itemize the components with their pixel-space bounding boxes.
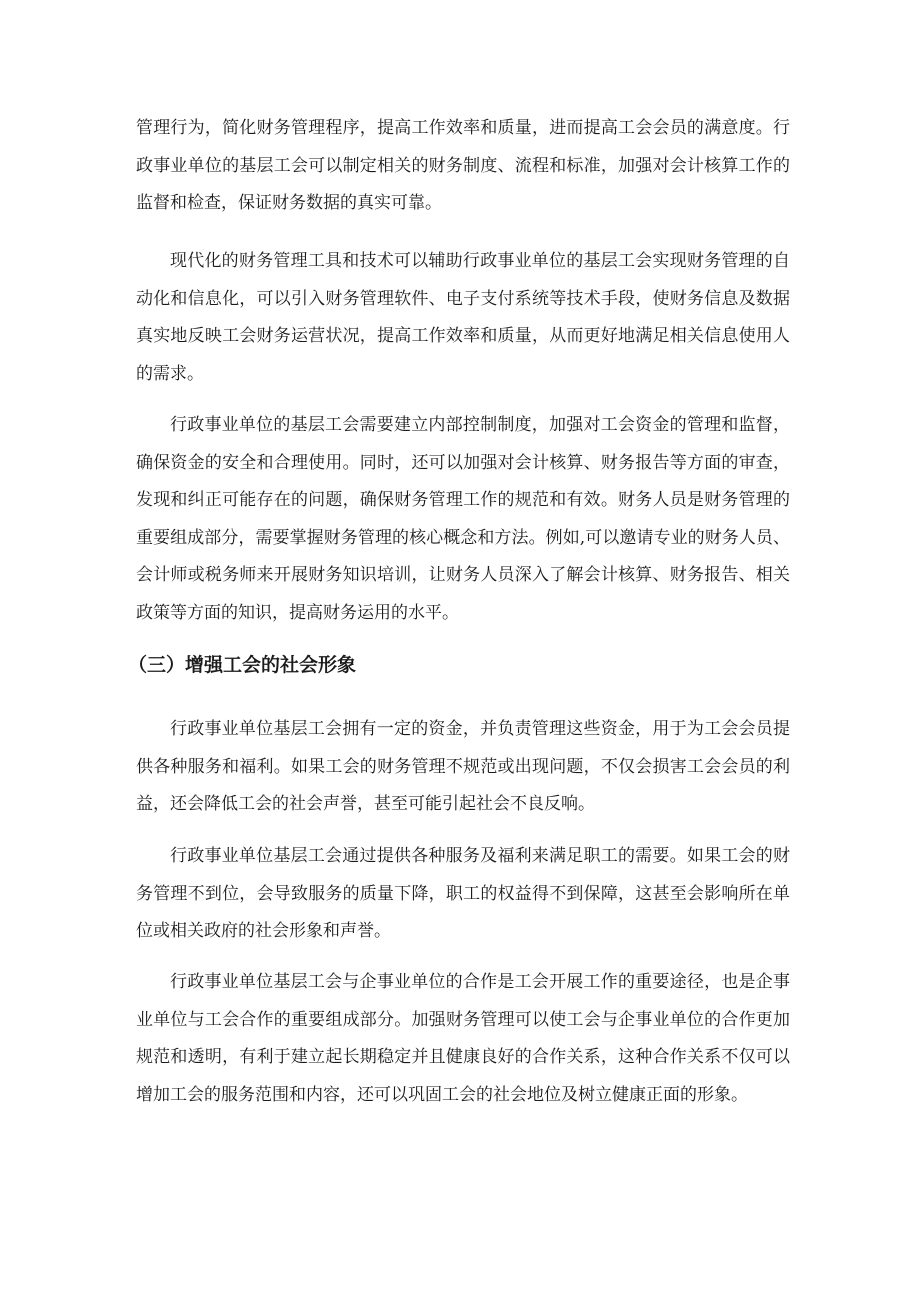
paragraph-internal-control: 行政事业单位的基层工会需要建立内部控制制度，加强对工会资金的管理和监督，确保资金的安全和合理使用。同时，还可以加强对会计核算、财务报告等方面的审查，发现和纠正可能存在的问题，确保财务管理工作的规范和有效。财务人员是财务管理的重要组成部分，需要掌握财务管理的核心概念和方法。例如,可以邀请专业的财务人员、会计师或税务师来开展财务知识培训，让财务人员深入了解会计核算、财务报告、相关政策等方面的知识，提高财务运用的水平。 xyxy=(136,415,790,623)
paragraph-union-funds: 行政事业单位基层工会拥有一定的资金，并负责管理这些资金，用于为工会会员提供各种服务和福利。如果工会的财务管理不规范或出现问题，不仅会损害工会会员的利益，还会降低工会的社会声誉，甚至可能引起社会不良反响。 xyxy=(136,719,790,814)
paragraph-modern-tools: 现代化的财务管理工具和技术可以辅助行政事业单位的基层工会实现财务管理的自动化和信息化，可以引入财务管理软件、电子支付系统等技术手段，使财务信息及数据真实地反映工会财务运营状况，提高工作效率和质量，从而更好地满足相关信息使用人的需求。 xyxy=(136,251,790,384)
paragraph-cooperation: 行政事业单位基层工会与企事业单位的合作是工会开展工作的重要途径，也是企事业单位与工会合作的重要组成部分。加强财务管理可以使工会与企事业单位的合作更加规范和透明，有利于建立起长期稳定并且健康良好的合作关系，这种合作关系不仅可以增加工会的服务范围和内容，还可以巩固工会的社会地位及树立健康正面的形象。 xyxy=(136,972,790,1105)
paragraph-services-welfare: 行政事业单位基层工会通过提供各种服务及福利来满足职工的需要。如果工会的财务管理不到位，会导致服务的质量下降，职工的权益得不到保障，这甚至会影响所在单位或相关政府的社会形象和声誉。 xyxy=(136,846,790,941)
paragraph-continued: 管理行为，简化财务管理程序，提高工作效率和质量，进而提高工会会员的满意度。行政事业单位的基层工会可以制定相关的财务制度、流程和标准，加强对会计核算工作的监督和检查，保证财务数据的真实可靠。 xyxy=(136,118,790,213)
section-heading: （三）增强工会的社会形象 xyxy=(128,654,357,676)
